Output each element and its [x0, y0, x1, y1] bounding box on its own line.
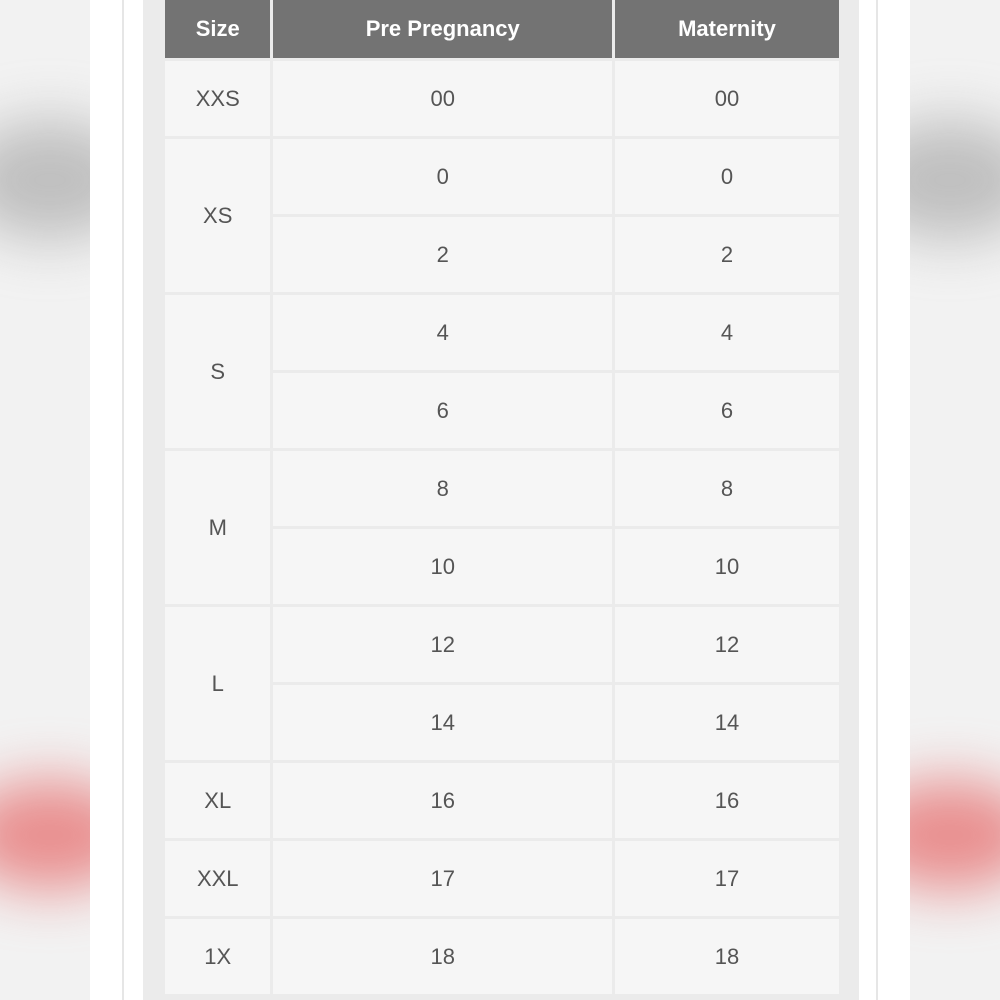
maternity-cell: 18 — [615, 919, 839, 994]
pre-pregnancy-cell: 12 — [273, 607, 612, 682]
table-row — [165, 61, 839, 136]
table-row — [165, 139, 839, 214]
table-row — [165, 919, 839, 994]
maternity-cell: 0 — [615, 139, 839, 214]
maternity-cell: 4 — [615, 295, 839, 370]
size-chart-table — [162, 0, 842, 997]
maternity-cell: 17 — [615, 841, 839, 916]
pre-pregnancy-cell: 17 — [273, 841, 612, 916]
table-row — [165, 295, 839, 370]
table-row — [165, 763, 839, 838]
pre-pregnancy-cell: 6 — [273, 373, 612, 448]
size-cell: XL — [165, 763, 270, 838]
table-row — [165, 451, 839, 526]
size-cell: L — [165, 607, 270, 760]
blurred-background-left — [0, 0, 90, 1000]
maternity-cell: 12 — [615, 607, 839, 682]
maternity-cell: 14 — [615, 685, 839, 760]
header-maternity: Maternity — [615, 0, 839, 58]
size-cell: XXL — [165, 841, 270, 916]
pre-pregnancy-cell: 10 — [273, 529, 612, 604]
pre-pregnancy-cell: 0 — [273, 139, 612, 214]
size-cell: XS — [165, 139, 270, 292]
size-cell: M — [165, 451, 270, 604]
pre-pregnancy-cell: 2 — [273, 217, 612, 292]
pre-pregnancy-cell: 00 — [273, 61, 612, 136]
page-border-right — [876, 0, 878, 1000]
pre-pregnancy-cell: 14 — [273, 685, 612, 760]
maternity-cell: 8 — [615, 451, 839, 526]
size-cell: XXS — [165, 61, 270, 136]
maternity-cell: 16 — [615, 763, 839, 838]
size-cell: S — [165, 295, 270, 448]
size-cell: 1X — [165, 919, 270, 994]
maternity-cell: 6 — [615, 373, 839, 448]
header-pre-pregnancy: Pre Pregnancy — [273, 0, 612, 58]
pre-pregnancy-cell: 16 — [273, 763, 612, 838]
header-size: Size — [165, 0, 270, 58]
background-blur-red — [910, 780, 1000, 890]
table-header-row — [165, 0, 839, 58]
background-blur-grey — [0, 120, 90, 240]
table-row — [165, 607, 839, 682]
background-blur-grey — [910, 120, 1000, 240]
background-blur-red — [0, 780, 90, 890]
page-border-left — [122, 0, 124, 1000]
pre-pregnancy-cell: 4 — [273, 295, 612, 370]
maternity-cell: 2 — [615, 217, 839, 292]
maternity-cell: 10 — [615, 529, 839, 604]
maternity-cell: 00 — [615, 61, 839, 136]
size-chart-page — [90, 0, 910, 1000]
pre-pregnancy-cell: 18 — [273, 919, 612, 994]
blurred-background-right — [910, 0, 1000, 1000]
table-row — [165, 841, 839, 916]
pre-pregnancy-cell: 8 — [273, 451, 612, 526]
